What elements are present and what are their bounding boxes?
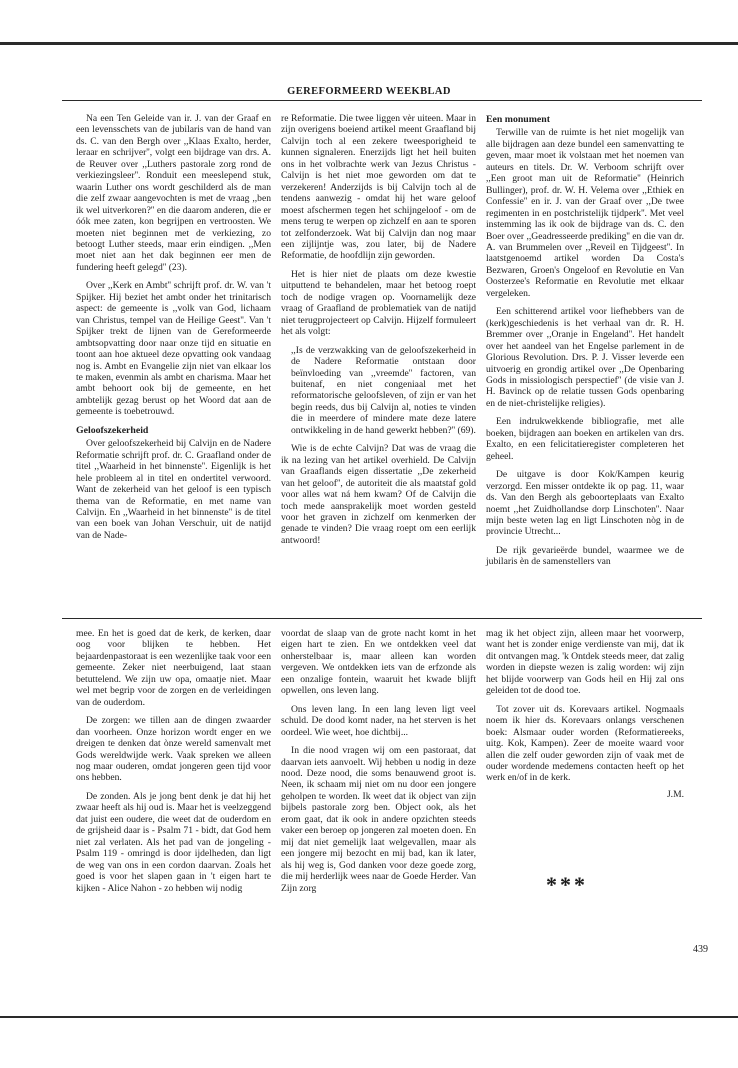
bottom-column-2 bbox=[281, 628, 476, 901]
bottom-column-1 bbox=[76, 628, 271, 901]
page-number: 439 bbox=[693, 944, 708, 955]
top-edge-rule bbox=[0, 42, 738, 45]
paragraph: Tot zover uit ds. Korevaars artikel. Nogmaals noem ik hier ds. Korevaars onlangs verschenen boek: Alsmaar ouder worden (Reformatiereeks, uitg. Kok, Kampen). Zeer de moeite waard voor allen die zelf ouder geworden zijn of vaak met de ouder wordende medemens contacten heeft op het werk en/of in de kerk. bbox=[486, 703, 684, 784]
block-quote: ,,Is de verzwakking van de geloofszekerheid in de Nadere Reformatie ontstaan door beïnvloeding van ,,vreemde'' factoren, van buitenaf, en niet congeniaal met het reformatorische geloofsleven, of zijn er van het begin reeds, dus bij Calvijn al, noties te vinden die in meerdere of mindere mate deze latere ontwikkeling in de hand gewerkt hebben?'' (69). bbox=[291, 344, 476, 436]
paragraph: De zorgen: we tillen aan de dingen zwaarder dan voorheen. Onze horizon wordt enger en we dreigen te denken dat ònze wereld samenvalt met Gods wereldwijde werk. Vaak spreken we alleen nog maar ouderen, omdat jongeren geen tijd voor ons hebben. bbox=[76, 715, 271, 784]
paragraph: De rijk gevarieërde bundel, waarmee we de jubilaris èn de samenstellers van bbox=[486, 544, 684, 568]
top-column-2 bbox=[281, 113, 476, 553]
author-signature: J.M. bbox=[666, 788, 684, 800]
paragraph: voordat de slaap van de grote nacht komt in het eigen hart te zien. En we ontdekken veel dat onherstelbaar is, maar alleen kan worden vergeven. We ontdekken iets van de erfzonde als een onzalige fontein, waaruit het kwade blijft opwellen, ons leven lang. bbox=[281, 628, 476, 697]
paragraph: Terwille van de ruimte is het niet mogelijk van alle bijdragen aan deze bundel een samenvatting te geven, maar moet ik volstaan met het noemen van auteurs en titels. Dr. W. Verboom schrijft over ,,Een groot man uit de Reformatie'' (Heinrich Bullinger), prof. dr. W. H. Velema over ,,Ethiek en Confessie'' en ir. J. van der Graaf over ,,De twee regimenten in en postchristelijk tijdperk''. Met veel instemming las ik ook de bijdrage van ds. C. den Boer over ,,Geadresseerde prediking'' en die van dr. A. van Brummelen over ,,Reveil en Tijdgeest''. In laatstgenoemd artikel worden Da Costa's Bezwaren, Groen's Ongeloof en Revolutie en Van Oosterzee's Reformatie en Revolutie met elkaar vergeleken. bbox=[486, 127, 684, 299]
paragraph: Wie is de echte Calvijn? Dat was de vraag die ik na lezing van het artikel overhield. De Calvijn van Graaflands eigen dissertatie ,,De zekerheid van het geloof'', de autoriteit die als maatstaf gold voor alles wat ná hem kwam? Of de Calvijn die toch mede aansprakelijk moet worden gesteld voor het graven in zichzelf om kenmerken der genade te vinden? Die vraag roept om een eerlijk antwoord! bbox=[281, 443, 476, 546]
paragraph: mag ik het object zijn, alleen maar het voorwerp, want het is zonder enige verdienste van mij, dat ik dit ontvangen mag. 'k Ontdek steeds meer, dat zalig worden in diepste wezen is zalig worden: wij zijn het blijde voorwerp van Gods heil en Hij zal ons geleiden tot de dood toe. bbox=[486, 628, 684, 697]
paragraph: mee. En het is goed dat de kerk, de kerken, daar oog voor blijken te hebben. Het bejaardenpastoraat is een wezenlijke taak voor een gemeente. Zeker niet neerbuigend, laat staan betuttelend. We zijn uw opa, omaatje niet. Maar wel met begrip voor de zorgen en de verleidingen van de ouderdom. bbox=[76, 628, 271, 708]
section-ornament: *** bbox=[546, 872, 588, 897]
paragraph: re Reformatie. Die twee liggen vèr uiteen. Maar in zijn overigens boeiend artikel meent Graafland bij Calvijn toch al een zekere tweesporigheid te kunnen signaleren. Enerzijds ligt het heil buiten ons in het volbrachte werk van Jezus Christus - Calvijn is het niet moe geworden om dat te verzekeren! Anderzijds is bij Calvijn toch al de tendens aanwezig - omdat hij het ware geloof moest afschermen tegen het schijngeloof - om de mens terug te werpen op zichzelf en aan te sporen tot zelfonderzoek. Wat bij Calvijn dan nog maar een zijlijntje was, zou later, bij de Nadere Reformatie, de hoofdlijn zijn geworden. bbox=[281, 113, 476, 262]
section-heading: Geloofszekerheid bbox=[76, 424, 149, 436]
paragraph: In die nood vragen wij om een pastoraat, dat daarvan iets aanvoelt. Wij hebben u nodig in deze nood. Deze nood, die soms benauwend groot is. Neen, ik schaam mij niet om nu door een jongere geholpen te worden. Ik weet dat ik object van zijn bijbels pastorale zorg ben. Object ook, als het erom gaat, dat ik ook in andere opzichten steeds vaker een beroep op jongeren zal moeten doen. En mij dat niet gemelijk laat welgevallen, maar als een jongere mij bezocht en mij bad, kan ik later, als hij weg is, God danken voor deze goede zorg, die mij herderlijk wees naar de Goede Herder. Van Zijn zorg bbox=[281, 745, 476, 894]
paragraph: Een indrukwekkende bibliografie, met alle boeken, bijdragen aan boeken en artikelen van drs. Exalto, en een felicitatieregister completeren het geheel. bbox=[486, 416, 684, 462]
page-header: GEREFORMEERD WEEKBLAD bbox=[287, 86, 451, 97]
paragraph: Een schitterend artikel voor liefhebbers van de (kerk)geschiedenis is het verhaal van dr. R. H. Bremmer over ,,Oranje in Engeland''. Het handelt over het aandeel van het Engelse parlement in de Glorious Revolution. Drs. P. J. Visser leverde een uitvoerig en grondig artikel over ,,De Openbaring Gods in missiologisch perspectief'' (de visie van J. H. Bavinck op de relatie tussen Gods openbaring en de niet-christelijke religies). bbox=[486, 306, 684, 409]
paragraph: Na een Ten Geleide van ir. J. van der Graaf en een levensschets van de jubilaris van de hand van ds. C. van den Bergh over ,,Klaas Exalto, herder, leraar en schrijver'', volgt een bijdrage van drs. A. de Reuver over ,,Luthers pastorale zorg rond de verkiezingsleer''. Ronduit een meeslepend stuk, waarin Luther ons wordt geschilderd als de man die zelf zwaar aangevochten is met de vraag ,,ben ik wel uitverkoren?'' en die daarom anderen, die er óók mee zaten, kon begrijpen en vertroosten. We moeten niet beginnen met de verkiezing, zo betoogt Luther steeds, maar erin eindigen. ,,Men moet niet aan het dak beginnen eer men de fundering heeft gelegd'' (23). bbox=[76, 113, 271, 273]
paragraph: De zonden. Als je jong bent denk je dat hij het zwaar heeft als hij oud is. Maar het is veelzeggend dat juist een oudere, die weet dat de ouderdom en de grijsheid daar is - Psalm 71 - bidt, dat God hem niet zal verlaten. Als het pad van de jongeling - Psalm 119 - omringd is door ijdelheden, dan ligt de weg van ons in een cordon daarvan. Zoals het goed is voor het slapen gaan in 't eigen hart te kijken - Alice Nahon - zo hebben wij nodig bbox=[76, 790, 271, 894]
section-divider-rule bbox=[62, 618, 702, 619]
paragraph: Ons leven lang. In een lang leven ligt veel schuld. De dood komt nader, na het sterven is het oordeel. Wie weet, hoe dichtbij... bbox=[281, 703, 476, 738]
top-column-1 bbox=[76, 113, 271, 548]
paragraph: Over ,,Kerk en Ambt'' schrijft prof. dr. W. van 't Spijker. Hij beziet het ambt onder het trinitarisch aspect: de gemeente is ,,volk van God, lichaam van Christus, tempel van de Heilige Geest''. Van 't Spijker trekt de lijnen van de Gereformeerde ambtsopvatting door naar onze tijd en situatie en toont aan hoe aktueel deze opvatting ook vandaag nog is. Ambt en Evangelie zijn niet van elkaar los te maken, evenmin als ambt en charisma. Maar het ambt behoort ook bij de gemeente, en het ambtelijk gezag berust op het Woord dat aan de gemeente is toebetrouwd. bbox=[76, 280, 271, 418]
bottom-edge-rule bbox=[0, 1016, 738, 1018]
paragraph: Het is hier niet de plaats om deze kwestie uitputtend te behandelen, maar het betoog roept toch de nodige vragen op. Voornamelijk deze vraag of Graafland de problematiek van de natijd niet terugprojecteert op Calvijn. Hijzelf formuleert het als volgt: bbox=[281, 268, 476, 338]
bottom-column-3 bbox=[486, 628, 684, 807]
paragraph: De uitgave is door Kok/Kampen keurig verzorgd. Een misser ontdekte ik op pag. 11, waar ds. Van den Bergh als geboorteplaats van Exalto noemt ,,het Zuidhollandse dorp Linschoten''. Naar mijn beste weten lag en ligt Linschoten nòg in de provincie Utrecht... bbox=[486, 469, 684, 538]
section-heading: Een monument bbox=[486, 114, 550, 125]
paragraph: Over geloofszekerheid bij Calvijn en de Nadere Reformatie schrijft prof. dr. C. Graafland onder de titel ,,Waarheid in het binnenste''. Eigenlijk is het hele probleem al in titel en ondertitel verwoord. Want de zekerheid van het geloof is een typisch thema van de Reformatie, en met name van Calvijn. En ,,Waarheid in het binnenste'' is de titel van een boek van Johan Verschuir, uit de natijd van de Nade- bbox=[76, 438, 271, 541]
header-rule bbox=[62, 100, 702, 101]
top-column-3 bbox=[486, 113, 684, 575]
